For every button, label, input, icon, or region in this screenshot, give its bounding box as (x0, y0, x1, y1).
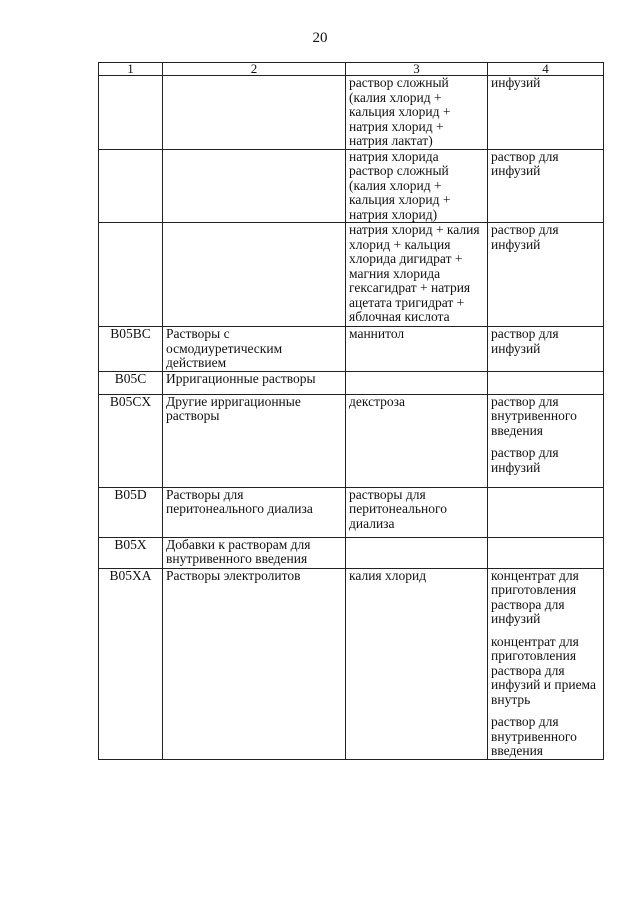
dosage-form: концентрат для приготовления раствора для инфузий (491, 567, 579, 626)
dosage-form-cell (488, 76, 604, 150)
dosage-form-cell (488, 568, 604, 759)
dosage-form-cell (488, 487, 604, 537)
dosage-form-cell (488, 371, 604, 394)
dosage-form-cell (488, 223, 604, 327)
header-col-2: 2 (163, 63, 346, 76)
ingredient-cell: декстроза (346, 394, 488, 487)
table-row (99, 568, 604, 759)
medication-table (98, 62, 604, 760)
group-name-cell: Другие ирригационные растворы (163, 394, 346, 487)
table-row (99, 223, 604, 327)
dosage-form: концентрат для приготовления раствора для инфузий и приема внутрь (491, 633, 597, 707)
ingredient-cell: растворы для перитонеального диализа (346, 487, 488, 537)
dosage-form: раствор для внутривенного введения (491, 393, 577, 438)
group-name-cell: Растворы с осмодиуретическим действием (163, 327, 346, 372)
atc-code-cell: B05C (99, 371, 163, 394)
header-col-4: 4 (488, 63, 604, 76)
group-name-cell: Добавки к растворам для внутривенного введения (163, 537, 346, 568)
page-number: 20 (312, 30, 328, 46)
atc-code-cell (99, 223, 163, 327)
atc-code-cell: B05X (99, 537, 163, 568)
atc-code-cell: B05XA (99, 568, 163, 759)
group-name-cell: Растворы для перитонеального диализа (163, 487, 346, 537)
ingredient-cell (346, 371, 488, 394)
atc-code-cell (99, 149, 163, 223)
dosage-form-cell (488, 149, 604, 223)
ingredient-cell (346, 537, 488, 568)
ingredient-cell: раствор сложный (калия хлорид + кальция хлорид + натрия хлорид + натрия лактат) (346, 76, 488, 150)
dosage-form: инфузий (491, 75, 541, 90)
table-row (99, 76, 604, 150)
ingredient-cell: натрия хлорида раствор сложный (калия хлорид + кальция хлорид + натрия хлорид) (346, 149, 488, 223)
ingredient-cell: натрия хлорид + калия хлорид + кальция хлорида дигидрат + магния хлорида гексагидрат + натрия ацетата тригидрат + яблочная кислота (346, 223, 488, 327)
group-name-cell (163, 149, 346, 223)
dosage-form-cell (488, 537, 604, 568)
ingredient-cell: маннитол (346, 327, 488, 372)
table-row (99, 487, 604, 537)
dosage-form-cell (488, 327, 604, 372)
atc-code-cell (99, 76, 163, 150)
group-name-cell: Растворы электролитов (163, 568, 346, 759)
table-row (99, 327, 604, 372)
dosage-form: раствор для инфузий (491, 445, 559, 475)
table-row (99, 149, 604, 223)
dosage-form-cell (488, 394, 604, 487)
table-row (99, 394, 604, 487)
dosage-form: раствор для внутривенного введения (491, 714, 577, 758)
table-row (99, 371, 604, 394)
atc-code-cell: B05D (99, 487, 163, 537)
table-row (99, 537, 604, 568)
ingredient-cell: калия хлорид (346, 568, 488, 759)
atc-code-cell: B05CX (99, 394, 163, 487)
dosage-form: раствор для инфузий (491, 148, 559, 178)
header-col-1: 1 (99, 63, 163, 76)
group-name-cell: Ирригационные растворы (163, 371, 346, 394)
group-name-cell (163, 223, 346, 327)
group-name-cell (163, 76, 346, 150)
header-col-3: 3 (346, 63, 488, 76)
header-row (99, 63, 604, 76)
atc-code-cell: B05BC (99, 327, 163, 372)
dosage-form: раствор для инфузий (491, 222, 559, 252)
dosage-form: раствор для инфузий (491, 326, 559, 356)
